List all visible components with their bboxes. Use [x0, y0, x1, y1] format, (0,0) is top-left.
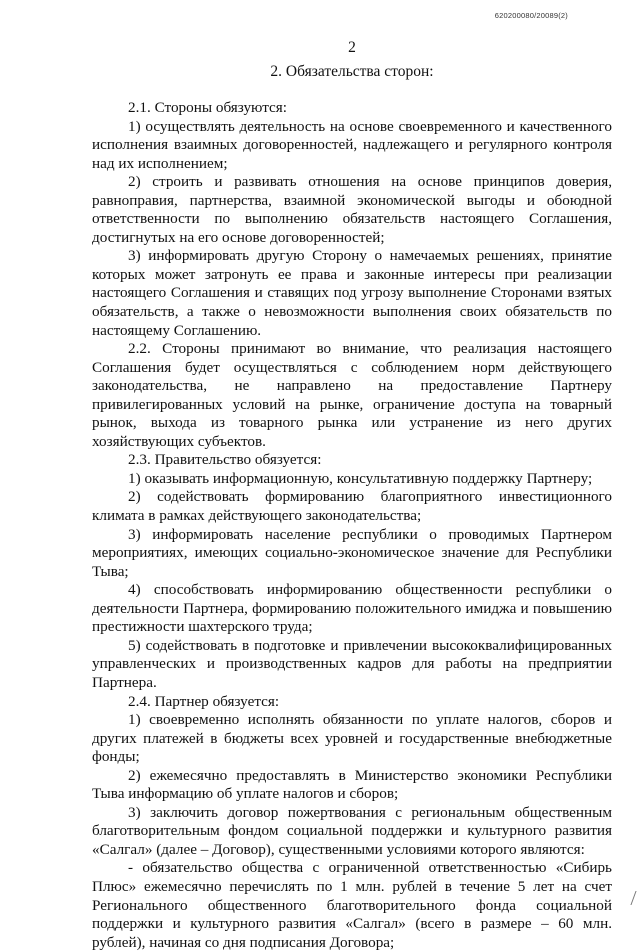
paragraph-2-3-item-5: 5) содействовать в подготовке и привлечении высококвалифицированных управленческих и производственных кадров для работы на предприятии Партнера.	[92, 636, 612, 691]
paragraph-2-3-item-4: 4) способствовать информированию общественности республики о деятельности Партнера, формированию положительного имиджа и повышению престижности шахтерского труда;	[92, 581, 612, 636]
document-body	[92, 99, 612, 952]
paragraph-2-4-item-2: 2) ежемесячно предоставлять в Министерство экономики Республики Тыва информацию об уплате налогов и сборов;	[92, 766, 612, 803]
paragraph-2-2: 2.2. Стороны принимают во внимание, что реализация настоящего Соглашения будет осуществляться с соблюдением норм действующего законодательства, не направлено на предоставление Партнеру привилегированных условий на рынке, ограничение доступа на товарный рынок, выхода из товарного рынка или устранение из него других хозяйствующих субъектов.	[92, 340, 612, 450]
paragraph-2-1-item-3: 3) информировать другую Сторону о намечаемых решениях, принятие которых может затронуть ее права и законные интересы при реализации настоящего Соглашения и ставящих под угрозу выполнение Сторонами взятых обязательств, а также о невозможности выполнения своих обязательств по настоящему Соглашению.	[92, 247, 612, 339]
scan-margin-mark	[626, 891, 636, 905]
paragraph-2-4-item-3-condition: - обязательство общества с ограниченной ответственностью «Сибирь Плюс» ежемесячно перечислять по 1 млн. рублей в течение 5 лет на счет Регионального общественного благотворительного фонда социальной поддержки и культурного развития «Салгал» (всего в размере – 60 млн. рублей), начиная со дня подписания Договора;	[92, 859, 612, 951]
paragraph-2-1-heading: 2.1. Стороны обязуются:	[128, 99, 287, 116]
paragraph-2-3-item-1: 1) оказывать информационную, консультативную поддержку Партнеру;	[128, 469, 593, 487]
page-number: 2	[348, 39, 356, 56]
paragraph-2-1-item-2: 2) строить и развивать отношения на основе принципов доверия, равноправия, партнерства, взаимной экономической выгоды и обоюдной ответственности по выполнению обязательств настоящего Соглашения, достигнутых на его основе договоренностей;	[92, 173, 612, 246]
paragraph-2-4-item-1: 1) своевременно исполнять обязанности по уплате налогов, сборов и других платежей в бюджеты всех уровней и государственные внебюджетные фонды;	[92, 711, 612, 766]
paragraph-2-3-item-3: 3) информировать население республики о проводимых Партнером мероприятиях, имеющих социально-экономическое значение для Республики Тыва;	[92, 525, 612, 580]
paragraph-2-1-item-1: 1) осуществлять деятельность на основе своевременного и качественного исполнения взаимных договоренностей, надлежащего и регулярного контроля над их исполнением;	[92, 117, 612, 172]
paragraph-2-3-heading: 2.3. Правительство обязуется:	[128, 451, 322, 469]
section-title: 2. Обязательства сторон:	[270, 63, 434, 80]
paragraph-2-4-item-3: 3) заключить договор пожертвования с региональным общественным благотворительным фондом социальной поддержки и культурного развития «Салгал» (далее – Договор), существенными условиями которого являются:	[92, 803, 612, 858]
paragraph-2-3-item-2: 2) содействовать формированию благоприятного инвестиционного климата в рамках действующего законодательства;	[92, 488, 612, 525]
paragraph-2-4-heading: 2.4. Партнер обязуется:	[128, 692, 280, 710]
document-id: 620200080/20089(2)	[494, 11, 568, 20]
